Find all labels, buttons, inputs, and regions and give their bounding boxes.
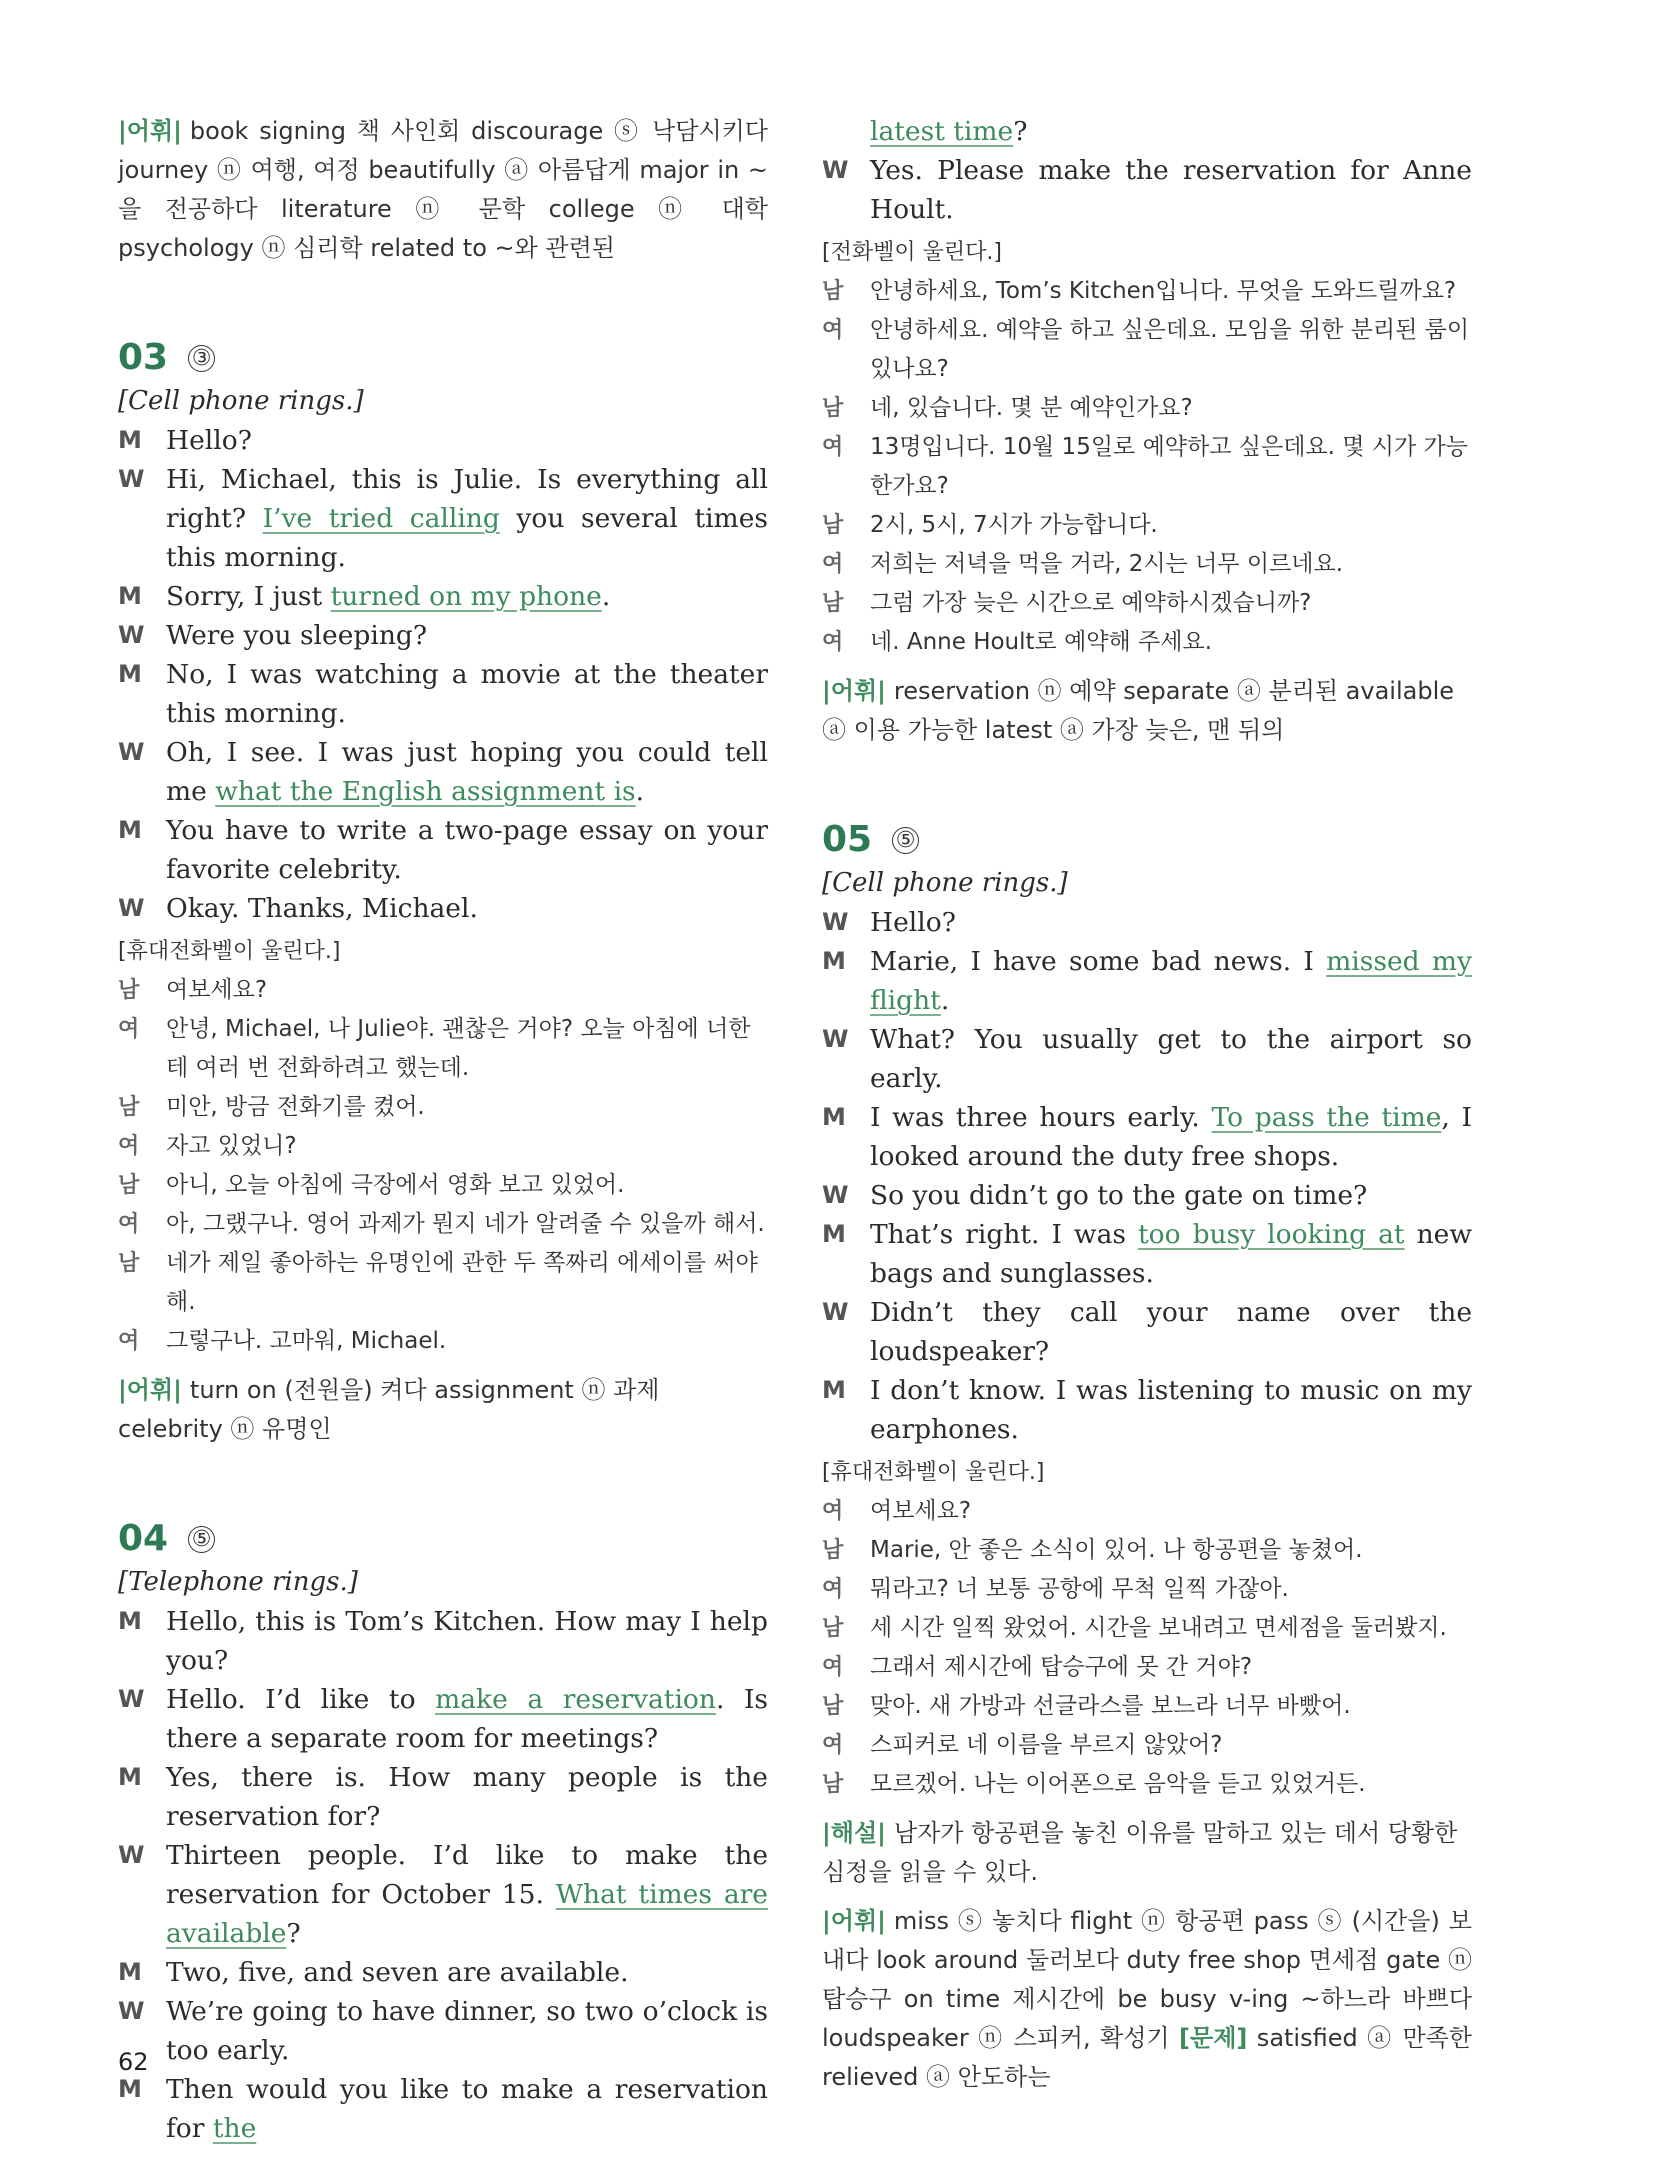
dialogue-line: M Yes, there is. How many people is the reservation for? [118, 1758, 768, 1836]
dialogue-line: W Hello. I’d like to make a reservation. Is there a separate room for meetings? [118, 1680, 768, 1758]
speaker-label: 남 [822, 1772, 844, 1797]
speaker-label: M [118, 2075, 142, 2103]
vocab-text: reservation ⓝ 예약 separate ⓐ 분리된 available ⓐ 이용 가능한 latest ⓐ 가장 늦은, 맨 뒤의 [822, 677, 1455, 744]
highlighted-phrase: What times are available [166, 1879, 768, 1949]
dialogue-line: 여 13명입니다. 10월 15일로 예약하고 싶은데요. 몇 시가 가능한가요? [822, 428, 1472, 506]
speaker-label: 여 [822, 1577, 844, 1602]
speaker-label: 여 [822, 1655, 844, 1680]
vocab-text: turn on (전원을) 켜다 assignment ⓝ 과제 celebrity ⓝ 유명인 [118, 1376, 660, 1443]
dialogue-english [822, 903, 1472, 1449]
dialogue-line: M Then would you like to make a reservation for the [118, 2070, 768, 2148]
dialogue-korean [822, 1453, 1472, 1804]
dialogue-line: M I was three hours early. To pass the time, I looked around the duty free shops. [822, 1098, 1472, 1176]
dialogue-english-continued [822, 112, 1472, 229]
dialogue-line: W Hi, Michael, this is Julie. Is everything all right? I’ve tried calling you several times this morning. [118, 460, 768, 577]
dialogue-english [118, 1602, 768, 2148]
dialogue-line: 남 아니, 오늘 아침에 극장에서 영화 보고 있었어. [118, 1166, 768, 1205]
stage-direction-korean: [전화벨이 울린다.] [822, 240, 1002, 265]
speaker-label: M [118, 1607, 142, 1635]
right-column [822, 112, 1472, 2097]
speaker-label: W [822, 156, 849, 184]
stage-direction: [Cell phone rings.] [822, 868, 1068, 898]
stage-direction: [Telephone rings.] [118, 1567, 358, 1597]
dialogue-line: M No, I was watching a movie at the theater this morning. [118, 655, 768, 733]
dialogue-line: W We’re going to have dinner, so two o’clock is too early. [118, 1992, 768, 2070]
stage-direction: [Cell phone rings.] [118, 386, 364, 416]
section-03-header [118, 326, 768, 378]
speaker-label: W [118, 621, 145, 649]
dialogue-line: 여 안녕, Michael, 나 Julie야. 괜찮은 거야? 오늘 아침에 너한테 여러 번 전화하려고 했는데. [118, 1010, 768, 1088]
speaker-label: 여 [822, 1733, 844, 1758]
explanation-text: 남자가 항공편을 놓친 이유를 말하고 있는 데서 당황한 심정을 읽을 수 있다. [822, 1819, 1458, 1886]
dialogue-line: 남 맞아. 새 가방과 선글라스를 보느라 너무 바빴어. [822, 1687, 1472, 1726]
section-number: 03 [118, 337, 169, 378]
answer-marker: ③ [188, 345, 215, 372]
speaker-label: 남 [118, 978, 140, 1003]
highlighted-phrase: missed my flight [870, 946, 1472, 1016]
speaker-label: 여 [822, 435, 844, 460]
dialogue-line: 여 여보세요? [822, 1492, 1472, 1531]
speaker-label: 남 [118, 1173, 140, 1198]
dialogue-line: 남 안녕하세요, Tom’s Kitchen입니다. 무엇을 도와드릴까요? [822, 272, 1472, 311]
dialogue-line: M Marie, I have some bad news. I missed my flight. [822, 942, 1472, 1020]
dialogue-line: 여 뭐라고? 너 보통 공항에 무척 일찍 가잖아. [822, 1570, 1472, 1609]
highlighted-phrase: the [212, 2113, 257, 2144]
highlighted-phrase: make a reservation [435, 1684, 716, 1715]
dialogue-line: W Were you sleeping? [118, 616, 768, 655]
speaker-label: W [118, 1997, 145, 2025]
speaker-label: M [822, 1220, 846, 1248]
stage-direction-korean: [휴대전화벨이 울린다.] [118, 939, 341, 964]
highlighted-phrase: latest time [870, 116, 1014, 147]
speaker-label: W [118, 1685, 145, 1713]
speaker-label: 여 [822, 630, 844, 655]
dialogue-line: W Yes. Please make the reservation for Anne Hoult. [822, 151, 1472, 229]
dialogue-line: 남 네가 제일 좋아하는 유명인에 관한 두 쪽짜리 에세이를 써야 해. [118, 1244, 768, 1322]
section-number: 04 [118, 1518, 169, 1559]
speaker-label: 남 [118, 1251, 140, 1276]
speaker-label: W [822, 1025, 849, 1053]
speaker-label: 남 [822, 513, 844, 538]
dialogue-line: 남 그럼 가장 늦은 시간으로 예약하시겠습니까? [822, 584, 1472, 623]
dialogue-korean [822, 233, 1472, 662]
speaker-label: 남 [822, 279, 844, 304]
explanation-tag: |해설| [822, 1819, 886, 1847]
answer-marker: ⑤ [892, 827, 919, 854]
dialogue-line: 남 미안, 방금 전화기를 켰어. [118, 1088, 768, 1127]
dialogue-line: 여 스피커로 네 이름을 부르지 않았어? [822, 1726, 1472, 1765]
speaker-label: 남 [822, 591, 844, 616]
speaker-label: W [822, 1181, 849, 1209]
highlighted-phrase: what the English assignment is [215, 776, 636, 807]
dialogue-line: M You have to write a two-page essay on your favorite celebrity. [118, 811, 768, 889]
vocab-tag: |어휘| [822, 677, 886, 705]
explanation-box [822, 1814, 1472, 1892]
speaker-label: W [118, 465, 145, 493]
dialogue-line: W Didn’t they call your name over the loudspeaker? [822, 1293, 1472, 1371]
speaker-label: M [822, 947, 846, 975]
speaker-label: W [822, 908, 849, 936]
section-04-header [118, 1507, 768, 1559]
dialogue-line: M Two, five, and seven are available. [118, 1953, 768, 1992]
speaker-label: W [118, 894, 145, 922]
dialogue-line: M Sorry, I just turned on my phone. [118, 577, 768, 616]
dialogue-line: 여 자고 있었니? [118, 1127, 768, 1166]
speaker-label: 여 [118, 1329, 140, 1354]
speaker-label: 여 [822, 552, 844, 577]
dialogue-line: 여 네. Anne Hoult로 예약해 주세요. [822, 623, 1472, 662]
vocab-tag: |어휘| [118, 117, 182, 145]
problem-tag: [문제] [1179, 2024, 1248, 2052]
speaker-label: M [118, 1763, 142, 1791]
dialogue-line: W Oh, I see. I was just hoping you could tell me what the English assignment is. [118, 733, 768, 811]
vocab-box [822, 672, 1472, 750]
left-column [118, 112, 768, 2148]
highlighted-phrase: turned on my phone [330, 581, 602, 612]
speaker-label: M [822, 1103, 846, 1131]
speaker-label: M [118, 582, 142, 610]
speaker-label: M [118, 426, 142, 454]
speaker-label: M [118, 816, 142, 844]
speaker-label: 여 [822, 318, 844, 343]
dialogue-line: 여 안녕하세요. 예약을 하고 싶은데요. 모임을 위한 분리된 룸이 있나요? [822, 311, 1472, 389]
speaker-label: 여 [118, 1134, 140, 1159]
speaker-label: 남 [822, 1694, 844, 1719]
section-number: 05 [822, 819, 873, 860]
vocab-tag: |어휘| [118, 1376, 182, 1404]
speaker-label: 여 [118, 1017, 140, 1042]
dialogue-line: W Thirteen people. I’d like to make the reservation for October 15. What times are available? [118, 1836, 768, 1953]
vocab-text: book signing 책 사인회 discourage ⓢ 낙담시키다 journey ⓝ 여행, 여정 beautifully ⓐ 아름답게 major in ~을 전공하다 literature ⓝ 문학 college ⓝ 대학 psychology ⓝ 심리학 related to ~와 관련된 [118, 117, 768, 262]
highlighted-phrase: I’ve tried calling [262, 503, 500, 534]
dialogue-line: W So you didn’t go to the gate on time? [822, 1176, 1472, 1215]
speaker-label: M [822, 1376, 846, 1404]
speaker-label: 남 [822, 1538, 844, 1563]
dialogue-line: 여 그렇구나. 고마워, Michael. [118, 1322, 768, 1361]
vocab-box-top [118, 112, 768, 268]
dialogue-line: 남 모르겠어. 나는 이어폰으로 음악을 듣고 있었거든. [822, 1765, 1472, 1804]
vocab-text: miss ⓢ 놓치다 flight ⓝ 항공편 pass ⓢ (시간을) 보내다 look around 둘러보다 duty free shop 면세점 gate ⓝ 탑승구 on time 제시간에 be busy v-ing ~하느라 바쁘다 loudspeaker ⓝ 스피커, 확성기 [822, 1907, 1472, 2052]
dialogue-line: W Okay. Thanks, Michael. [118, 889, 768, 928]
dialogue-line: 남 네, 있습니다. 몇 분 예약인가요? [822, 389, 1472, 428]
dialogue-line: M I don’t know. I was listening to music on my earphones. [822, 1371, 1472, 1449]
speaker-label: W [822, 1298, 849, 1326]
vocab-tag: |어휘| [822, 1907, 886, 1935]
dialogue-korean [118, 932, 768, 1361]
speaker-label: W [118, 738, 145, 766]
dialogue-line: 여 아, 그랬구나. 영어 과제가 뭔지 네가 알려줄 수 있을까 해서. [118, 1205, 768, 1244]
speaker-label: 남 [118, 1095, 140, 1120]
dialogue-line: 남 세 시간 일찍 왔었어. 시간을 보내려고 면세점을 둘러봤지. [822, 1609, 1472, 1648]
page-number: 62 [118, 2048, 149, 2076]
speaker-label: 남 [822, 396, 844, 421]
answer-marker: ⑤ [188, 1526, 215, 1553]
dialogue-line: W What? You usually get to the airport so early. [822, 1020, 1472, 1098]
dialogue-line: 여 그래서 제시간에 탑승구에 못 간 거야? [822, 1648, 1472, 1687]
section-05-header [822, 808, 1472, 860]
dialogue-line: 여 저희는 저녁을 먹을 거라, 2시는 너무 이르네요. [822, 545, 1472, 584]
highlighted-phrase: too busy looking at [1138, 1219, 1405, 1250]
dialogue-line: 남 Marie, 안 좋은 소식이 있어. 나 항공편을 놓쳤어. [822, 1531, 1472, 1570]
speaker-label: M [118, 1958, 142, 1986]
dialogue-english [118, 421, 768, 928]
speaker-label: 여 [822, 1499, 844, 1524]
dialogue-line: 남 여보세요? [118, 971, 768, 1010]
dialogue-line: 남 2시, 5시, 7시가 가능합니다. [822, 506, 1472, 545]
highlighted-phrase: To pass the time [1211, 1102, 1442, 1133]
speaker-label: 남 [822, 1616, 844, 1641]
dialogue-line: M Hello, this is Tom’s Kitchen. How may I help you? [118, 1602, 768, 1680]
vocab-box [822, 1902, 1472, 2097]
stage-direction-korean: [휴대전화벨이 울린다.] [822, 1460, 1045, 1485]
speaker-label: M [118, 660, 142, 688]
dialogue-line-continuation: latest time? [870, 116, 1028, 147]
speaker-label: W [118, 1841, 145, 1869]
speaker-label: 여 [118, 1212, 140, 1237]
dialogue-line: M That’s right. I was too busy looking at new bags and sunglasses. [822, 1215, 1472, 1293]
vocab-box [118, 1371, 768, 1449]
dialogue-line: M Hello? [118, 421, 768, 460]
dialogue-line: W Hello? [822, 903, 1472, 942]
vocab-text-problem: satisfied ⓐ 만족한 relieved ⓐ 안도하는 [822, 2024, 1472, 2091]
